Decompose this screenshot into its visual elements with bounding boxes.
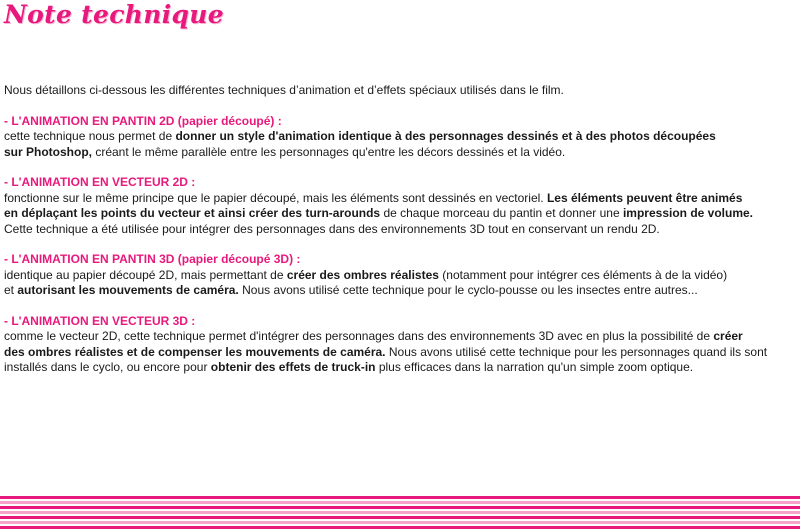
stripe bbox=[0, 496, 800, 499]
stripe bbox=[0, 526, 800, 529]
section-line: identique au papier découpé 2D, mais permettant de créer des ombres réalistes (notamment pour intégrer ces éléments à de la vidéo) bbox=[4, 267, 728, 282]
stripe bbox=[0, 521, 800, 524]
section-line: Cette technique a été utilisée pour intégrer des personnages dans des environnements 3D tout en conservant un rendu 2D. bbox=[4, 221, 660, 236]
section-heading-pantin-3d: - L'ANIMATION EN PANTIN 3D (papier découpé 3D) : bbox=[4, 252, 301, 267]
section-line: comme le vecteur 2D, cette technique permet d'intégrer des personnages dans des environnements 3D avec en plus la possibilité de créer bbox=[4, 329, 743, 344]
stripe bbox=[0, 506, 800, 509]
section-line: installés dans le cyclo, ou encore pour obtenir des effets de truck-in plus efficaces dans la narration qu'un simple zoom optique. bbox=[4, 360, 694, 375]
section-heading-vecteur-3d: - L'ANIMATION EN VECTEUR 3D : bbox=[4, 314, 196, 329]
decorative-stripes bbox=[0, 496, 800, 532]
section-line: et autorisant les mouvements de caméra. Nous avons utilisé cette technique pour le cyclo-pousse ou les insectes entre autres... bbox=[4, 283, 698, 298]
intro-paragraph: Nous détaillons ci-dessous les différentes techniques d’animation et d’effets spéciaux utilisés dans le film. bbox=[4, 83, 564, 97]
section-line: cette technique nous permet de donner un style d'animation identique à des personnages dessinés et à des photos découpées bbox=[4, 129, 716, 144]
document-body bbox=[4, 83, 796, 376]
section-line: en déplaçant les points du vecteur et ainsi créer des turn-arounds de chaque morceau du pantin et donner une impression de volume. bbox=[4, 206, 754, 221]
stripe bbox=[0, 511, 800, 514]
section-line: fonctionne sur le même principe que le papier découpé, mais les éléments sont dessinés en vectoriel. Les éléments peuvent être animés bbox=[4, 190, 743, 205]
stripe bbox=[0, 501, 800, 504]
section-line: des ombres réalistes et de compenser les mouvements de caméra. Nous avons utilisé cette technique pour les personnages quand ils sont bbox=[4, 344, 768, 359]
section-line: sur Photoshop, créant le même parallèle entre les personnages qu'entre les décors dessinés et la vidéo. bbox=[4, 144, 566, 159]
stripe bbox=[0, 516, 800, 519]
section-heading-vecteur-2d: - L'ANIMATION EN VECTEUR 2D : bbox=[4, 175, 196, 190]
page-title: Note technique bbox=[4, 0, 224, 29]
section-heading-pantin-2d: - L'ANIMATION EN PANTIN 2D (papier découpé) : bbox=[4, 113, 282, 128]
